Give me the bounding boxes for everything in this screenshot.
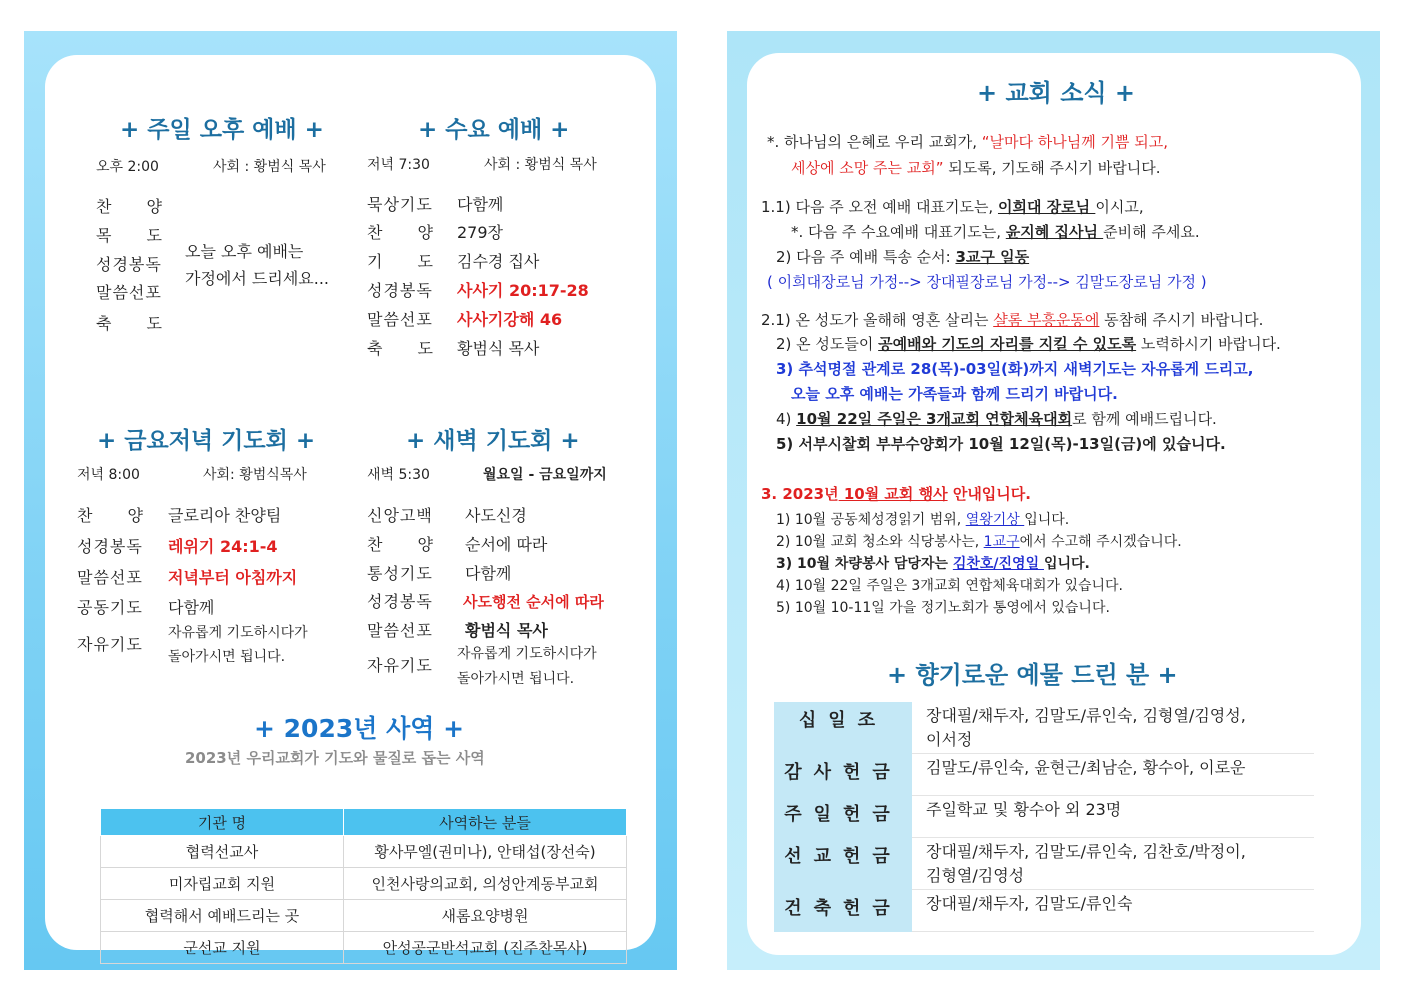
right-page	[727, 31, 1380, 970]
table-header: 기관 명	[101, 809, 344, 836]
s2-highlight: 샬롬 부흥운동에	[993, 311, 1100, 329]
table-header: 사역하는 분들	[344, 809, 627, 836]
table-row	[101, 900, 627, 932]
dawn-days: 월요일 - 금요일까지	[483, 467, 607, 483]
offering-names-line: 김말도/류인숙, 윤현근/최남순, 황수아, 이로운	[926, 758, 1246, 777]
table-row	[101, 868, 627, 900]
wednesday-value: 279장	[457, 223, 503, 242]
offering-names-line: 장대필/채두자, 김말도/류인숙, 김형열/김영성,	[926, 706, 1246, 725]
sunday-time: 오후 2:00	[96, 159, 159, 175]
offering-names-line: 김형열/김영성	[926, 866, 1025, 885]
table-header-row	[101, 809, 627, 836]
sunday-leader: 사회 : 황범식 목사	[213, 159, 326, 175]
mission-title: + 2023년 사역 +	[254, 714, 465, 743]
dawn-value: 사도행전 순서에 따라	[463, 593, 604, 611]
sunday-label: 말씀선포	[96, 283, 162, 302]
dawn-value: 황범식 목사	[465, 621, 548, 640]
intro-line-1	[767, 131, 1168, 152]
s3-text: 1) 10월 공동체성경읽기 범위,	[776, 512, 966, 528]
wednesday-value: 다함께	[457, 195, 504, 214]
dawn-value: 자유롭게 기도하시다가	[457, 646, 597, 662]
table-row	[101, 932, 627, 964]
s2-line-3: 3) 추석명절 관계로 28(목)-03일(화)까지 새벽기도는 자유롭게 드리고,	[776, 360, 1254, 378]
mission-table	[100, 808, 627, 964]
wednesday-value: 황범식 목사	[457, 339, 540, 358]
s1-text: 준비해 주세요.	[1103, 223, 1200, 241]
friday-value: 레위기 24:1-4	[168, 537, 278, 556]
s3-line-5: 5) 10월 10-11일 가을 정기노회가 통영에서 있습니다.	[776, 600, 1110, 616]
offering-title: + 향기로운 예물 드린 분 +	[887, 661, 1178, 689]
news-title: + 교회 소식 +	[977, 79, 1136, 107]
friday-value: 글로리아 찬양팀	[168, 506, 282, 525]
s3-highlight: 김찬호/진영일	[952, 556, 1044, 572]
s2-line-2	[776, 333, 1281, 354]
intro-line-2	[791, 157, 1160, 178]
wednesday-label: 찬 양	[367, 223, 434, 242]
friday-label: 공동기도	[77, 598, 143, 617]
sunday-title: + 주일 오후 예배 +	[120, 117, 324, 143]
wednesday-label: 말씀선포	[367, 310, 433, 329]
offering-label: 감사헌금	[774, 754, 912, 796]
s3-text: 입니다.	[1024, 512, 1070, 528]
s1-line-2	[791, 221, 1200, 242]
table-cell: 군선교 지원	[101, 932, 344, 964]
dawn-label: 자유기도	[367, 656, 433, 675]
s1-text: 2) 다음 주 예배 특송 순서:	[776, 248, 956, 266]
s2-line-3b: 오늘 오후 예배는 가족들과 함께 드리기 바랍니다.	[791, 385, 1118, 403]
s3-highlight: 열왕기상	[965, 512, 1025, 528]
s2-line-5: 5) 서부시찰회 부부수양회가 10월 12일(목)-13일(금)에 있습니다.	[776, 435, 1226, 453]
dawn-value: 순서에 따라	[465, 535, 548, 554]
table-cell: 새롬요양병원	[344, 900, 627, 932]
table-row	[774, 890, 1314, 932]
dawn-value: 사도신경	[465, 506, 527, 525]
table-row	[774, 702, 1314, 754]
dawn-value: 돌아가시면 됩니다.	[457, 671, 575, 687]
offering-names	[912, 890, 1314, 932]
offering-names	[912, 838, 1314, 890]
wednesday-value: 사사기 20:17-28	[457, 281, 589, 300]
s1-text: 이시고,	[1095, 198, 1144, 216]
s2-text: 로 함께 예배드립니다.	[1072, 410, 1217, 428]
friday-value: 돌아가시면 됩니다.	[168, 649, 286, 665]
offering-label: 주일헌금	[774, 796, 912, 838]
wednesday-title: + 수요 예배 +	[418, 117, 570, 143]
dawn-label: 신앙고백	[367, 506, 433, 525]
s3-line-1	[776, 509, 1069, 529]
wednesday-label: 성경봉독	[367, 281, 433, 300]
dawn-time: 새벽 5:30	[367, 467, 430, 483]
s2-text: 2.1) 온 성도가 올해해 영혼 살리는	[761, 311, 994, 329]
wednesday-value: 김수경 집사	[457, 252, 540, 271]
dawn-label: 통성기도	[367, 564, 433, 583]
dawn-label: 성경봉독	[367, 592, 433, 611]
sunday-label: 성경봉독	[96, 255, 162, 274]
table-cell: 협력선교사	[101, 836, 344, 868]
s3-text: 입니다.	[1043, 556, 1090, 572]
s2-line-1	[761, 309, 1263, 330]
wednesday-leader: 사회 : 황범식 목사	[484, 157, 597, 173]
s1-text: *. 다음 주 수요예배 대표기도는,	[791, 223, 1006, 241]
offering-names-line: 주일학교 및 황수아 외 23명	[926, 800, 1122, 819]
table-cell: 미자립교회 지원	[101, 868, 344, 900]
table-row	[774, 796, 1314, 838]
s3-title-highlight: 10월 교회 행사	[838, 485, 948, 503]
friday-label: 말씀선포	[77, 568, 143, 587]
friday-value: 저녁부터 아침까지	[168, 568, 298, 587]
friday-label: 성경봉독	[77, 537, 143, 556]
offering-names-line: 이서정	[926, 730, 973, 749]
mission-subtitle: 2023년 우리교회가 기도와 물질로 돕는 사역	[185, 749, 485, 767]
s1-name: 윤지혜 집사님	[1005, 223, 1104, 241]
left-page	[24, 31, 677, 970]
sunday-label: 축 도	[96, 314, 163, 333]
sunday-note: 오늘 오후 예배는	[185, 242, 304, 261]
offering-table	[774, 702, 1314, 932]
wednesday-label: 축 도	[367, 339, 434, 358]
dawn-value: 다함께	[465, 564, 512, 583]
s2-highlight: 공예배와 기도의 자리를 지킬 수 있도록	[878, 335, 1137, 353]
friday-time: 저녁 8:00	[77, 467, 140, 483]
s2-text: 4)	[776, 410, 797, 428]
intro-quote: “날마다 하나님께 기쁨 되고,	[981, 133, 1168, 151]
friday-value: 자유롭게 기도하시다가	[168, 625, 308, 641]
friday-value: 다함께	[168, 598, 215, 617]
s3-text: 2) 10월 교회 청소와 식당봉사는,	[776, 534, 984, 550]
table-row	[101, 836, 627, 868]
dawn-label: 말씀선포	[367, 621, 433, 640]
s2-text: 노력하시기 바랍니다.	[1136, 335, 1281, 353]
s1-line-1	[761, 196, 1144, 217]
sunday-note: 가정에서 드리세요...	[185, 269, 329, 288]
s3-line-4: 4) 10월 22일 주일은 3개교회 연합체육대회가 있습니다.	[776, 578, 1124, 594]
table-row	[774, 838, 1314, 890]
wednesday-value: 사사기강해 46	[457, 310, 563, 329]
s2-text: 동참해 주시기 바랍니다.	[1099, 311, 1264, 329]
intro-suffix: 되도록, 기도해 주시기 바랍니다.	[943, 159, 1161, 177]
s1-text: 1.1) 다음 주 오전 예배 대표기도는,	[761, 198, 998, 216]
sunday-label: 목 도	[96, 226, 163, 245]
sunday-label: 찬 양	[96, 197, 163, 216]
wednesday-label: 묵상기도	[367, 195, 433, 214]
table-cell: 안성공군반석교회 (진주찬목사)	[344, 932, 627, 964]
friday-label: 찬 양	[77, 506, 144, 525]
offering-names-line: 장대필/채두자, 김말도/류인숙	[926, 894, 1133, 913]
s1-line-3	[776, 246, 1029, 267]
table-cell: 협력해서 예배드리는 곳	[101, 900, 344, 932]
offering-names	[912, 754, 1314, 796]
s3-line-3	[776, 553, 1090, 573]
friday-label: 자유기도	[77, 635, 143, 654]
table-cell: 황사무엘(권미나), 안태섭(장선숙)	[344, 836, 627, 868]
s1-name: 3교구 일동	[955, 248, 1030, 266]
right-card	[747, 53, 1361, 955]
wednesday-time: 저녁 7:30	[367, 157, 430, 173]
s3-title	[761, 483, 1031, 504]
s3-text: 에서 수고해 주시겠습니다.	[1019, 534, 1182, 550]
intro-prefix: *. 하나님의 은혜로 우리 교회가,	[767, 133, 982, 151]
offering-label: 건축헌금	[774, 890, 912, 932]
s2-line-4	[776, 408, 1217, 429]
wednesday-label: 기 도	[367, 252, 434, 271]
s3-title-text: 안내입니다.	[947, 485, 1031, 503]
offering-names-line: 장대필/채두자, 김말도/류인숙, 김찬호/박정이,	[926, 842, 1246, 861]
offering-names	[912, 796, 1314, 838]
s2-highlight: 10월 22일 주일은 3개교회 연합체육대회	[796, 410, 1073, 428]
offering-label: 십일조	[774, 702, 912, 754]
s3-title-text: 3. 2023년	[761, 485, 839, 503]
intro-quote: 세상에 소망 주는 교회”	[791, 159, 944, 177]
s3-text: 3) 10월 차량봉사 담당자는	[776, 556, 953, 572]
friday-leader: 사회: 황범식목사	[203, 467, 307, 483]
left-card	[45, 55, 656, 957]
s2-text: 2) 온 성도들이	[776, 335, 879, 353]
friday-title: + 금요저녁 기도회 +	[97, 428, 316, 454]
offering-names	[912, 702, 1314, 754]
offering-label: 선교헌금	[774, 838, 912, 890]
s1-name: 이희대 장로님	[997, 198, 1096, 216]
s1-line-4: ( 이희대장로님 가정--> 장대필장로님 가정--> 김말도장로님 가정 )	[767, 273, 1207, 291]
dawn-title: + 새벽 기도회 +	[406, 428, 580, 454]
table-cell: 인천사랑의교회, 의성안계동부교회	[344, 868, 627, 900]
s3-highlight: 1교구	[983, 534, 1020, 550]
s3-line-2	[776, 531, 1182, 551]
dawn-label: 찬 양	[367, 535, 434, 554]
table-row	[774, 754, 1314, 796]
